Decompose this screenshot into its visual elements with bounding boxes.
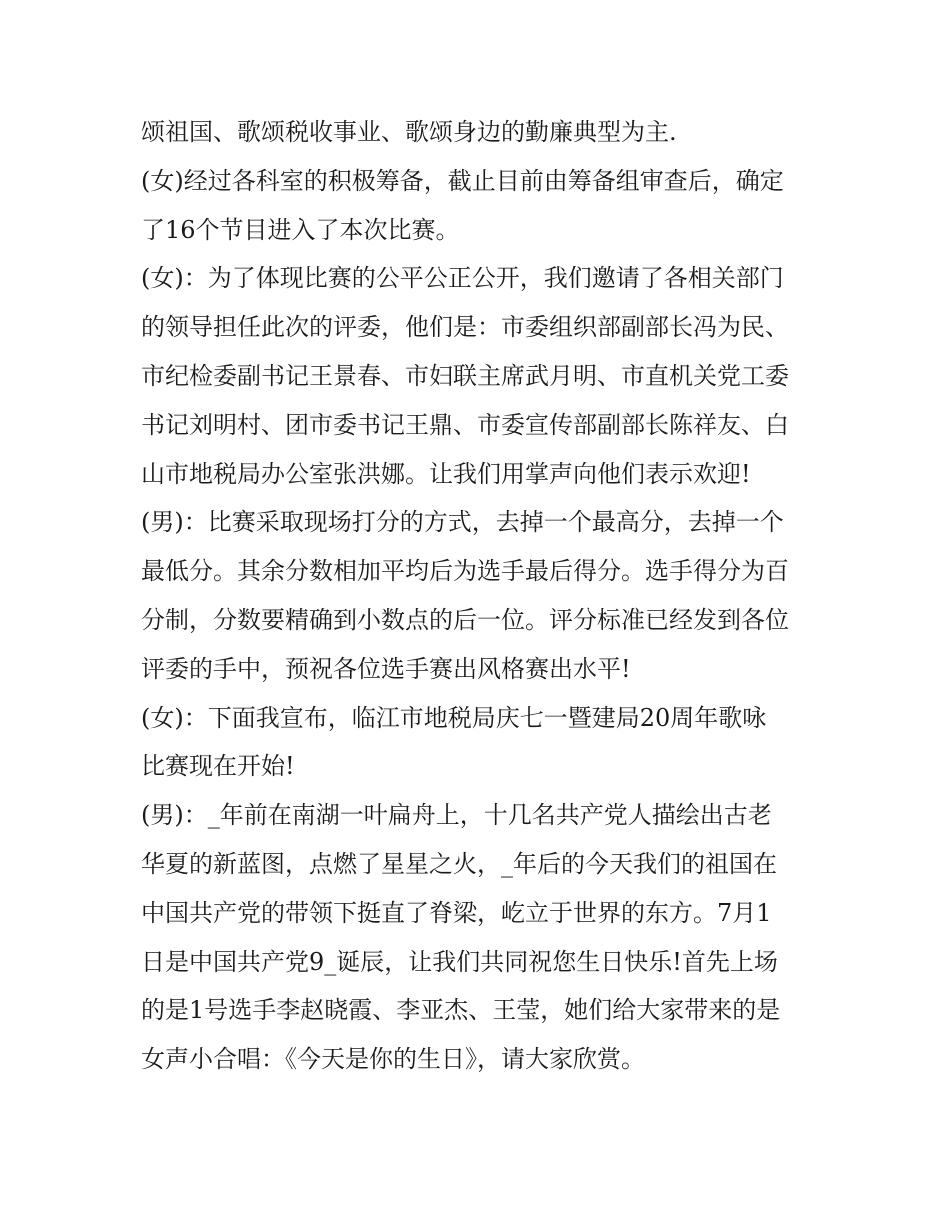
text-line: 了16个节目进入了本次比赛。	[141, 215, 460, 244]
text-line: 女声小合唱：《今天是你的生日》，请大家欣赏。	[141, 1045, 645, 1074]
text-line: 评委的手中，预祝各位选手赛出风格赛出水平!	[141, 654, 631, 683]
text-line: 华夏的新蓝图，点燃了星星之火，_年后的今天我们的祖国在	[141, 849, 777, 878]
text-line: (女)：下面我宣布，临江市地税局庆七一暨建局20周年歌咏	[141, 703, 767, 732]
text-line: 中国共产党的带领下挺直了脊梁，屹立于世界的东方。7月1	[141, 898, 772, 927]
text-line: 日是中国共产党9_诞辰，让我们共同祝您生日快乐!首先上场	[141, 947, 778, 976]
text-line: 的是1号选手李赵晓霞、李亚杰、王莹，她们给大家带来的是	[141, 996, 781, 1025]
text-line: 的领导担任此次的评委，他们是：市委组织部副部长冯为民、	[141, 313, 789, 342]
document-body	[141, 108, 821, 1084]
text-line: 山市地税局办公室张洪娜。让我们用掌声向他们表示欢迎!	[141, 459, 751, 488]
text-line: (女)：为了体现比赛的公平公正公开，我们邀请了各相关部门	[141, 264, 784, 293]
text-line: (男)：比赛采取现场打分的方式，去掉一个最高分，去掉一个	[141, 508, 784, 537]
text-line: (女)经过各科室的积极筹备，截止目前由筹备组审查后，确定	[141, 166, 784, 195]
text-line: 书记刘明村、团市委书记王鼎、市委宣传部副部长陈祥友、白	[141, 410, 789, 439]
text-line: 分制，分数要精确到小数点的后一位。评分标准已经发到各位	[141, 605, 789, 634]
text-line: 最低分。其余分数相加平均后为选手最后得分。选手得分为百	[141, 557, 789, 586]
text-line: 颂祖国、歌颂税收事业、歌颂身边的勤廉典型为主.	[141, 118, 677, 146]
text-line: (男)：_年前在南湖一叶扁舟上，十几名共产党人描绘出古老	[141, 801, 772, 830]
text-line: 比赛现在开始!	[141, 752, 295, 781]
text-line: 市纪检委副书记王景春、市妇联主席武月明、市直机关党工委	[141, 361, 789, 390]
